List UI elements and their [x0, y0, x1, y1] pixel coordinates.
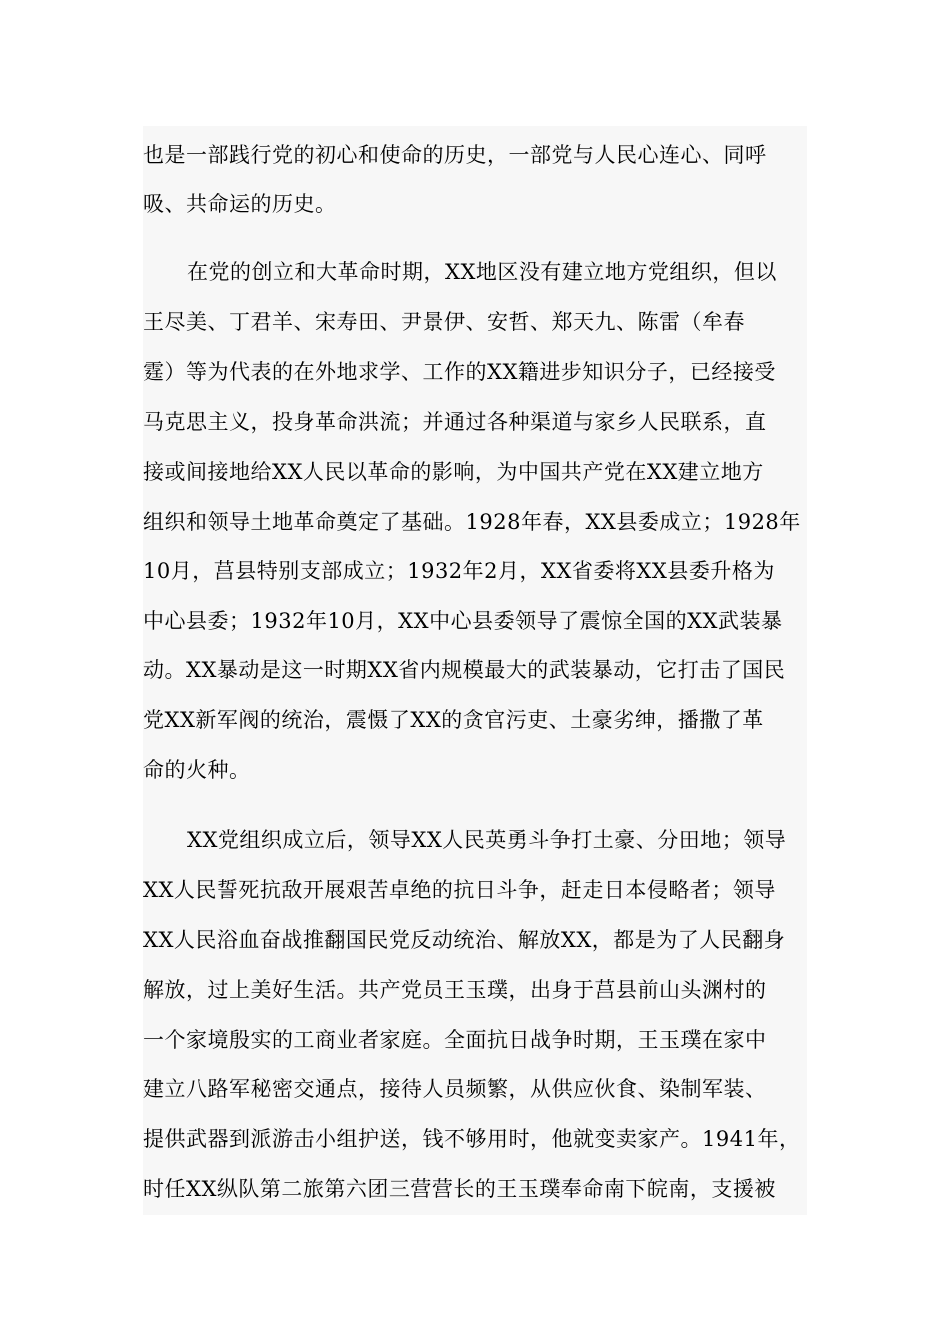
- paragraph-3-line-7: 提供武器到派游击小组护送，钱不够用时，他就变卖家产。1941年，: [143, 1127, 801, 1151]
- paragraph-3-line-1: XX党组织成立后，领导XX人民英勇斗争打土豪、分田地；领导: [187, 828, 787, 852]
- paragraph-2-line-11: 命的火种。: [143, 758, 251, 782]
- paragraph-2-line-6: 组织和领导土地革命奠定了基础。1928年春，XX县委成立；1928年: [143, 510, 801, 534]
- paragraph-2-line-7: 10月，莒县特别支部成立；1932年2月，XX省委将XX县委升格为: [143, 559, 775, 583]
- document-body: [143, 126, 807, 1215]
- paragraph-2-line-3: 霆）等为代表的在外地求学、工作的XX籍进步知识分子，已经接受: [143, 360, 776, 384]
- paragraph-2-line-1: 在党的创立和大革命时期，XX地区没有建立地方党组织，但以: [187, 260, 777, 284]
- paragraph-2-line-4: 马克思主义，投身革命洪流；并通过各种渠道与家乡人民联系，直: [143, 410, 767, 434]
- paragraph-2-line-8: 中心县委；1932年10月，XX中心县委领导了震惊全国的XX武装暴: [143, 609, 783, 633]
- paragraph-1-line-1: 也是一部践行党的初心和使命的历史，一部党与人民心连心、同呼: [143, 143, 767, 167]
- paragraph-2-line-10: 党XX新军阀的统治，震慑了XX的贪官污吏、土豪劣绅，播撒了革: [143, 708, 764, 732]
- paragraph-1-line-2: 吸、共命运的历史。: [143, 192, 337, 216]
- paragraph-3-line-6: 建立八路军秘密交通点，接待人员频繁，从供应伙食、染制军装、: [143, 1077, 767, 1101]
- paragraph-3-line-5: 一个家境殷实的工商业者家庭。全面抗日战争时期，王玉璞在家中: [143, 1028, 767, 1052]
- paragraph-3-line-4: 解放，过上美好生活。共产党员王玉璞，出身于莒县前山头渊村的: [143, 978, 767, 1002]
- paragraph-3-line-2: XX人民誓死抗敌开展艰苦卓绝的抗日斗争，赶走日本侵略者；领导: [143, 878, 776, 902]
- paragraph-2-line-9: 动。XX暴动是这一时期XX省内规模最大的武装暴动，它打击了国民: [143, 658, 786, 682]
- paragraph-3-line-3: XX人民浴血奋战推翻国民党反动统治、解放XX，都是为了人民翻身: [143, 928, 786, 952]
- paragraph-2-line-2: 王尽美、丁君羊、宋寿田、尹景伊、安哲、郑天九、陈雷（牟春: [143, 310, 745, 334]
- paragraph-3-line-8: 时任XX纵队第二旅第六团三营营长的王玉璞奉命南下皖南，支援被: [143, 1177, 776, 1201]
- paragraph-2-line-5: 接或间接地给XX人民以革命的影响，为中国共产党在XX建立地方: [143, 460, 764, 484]
